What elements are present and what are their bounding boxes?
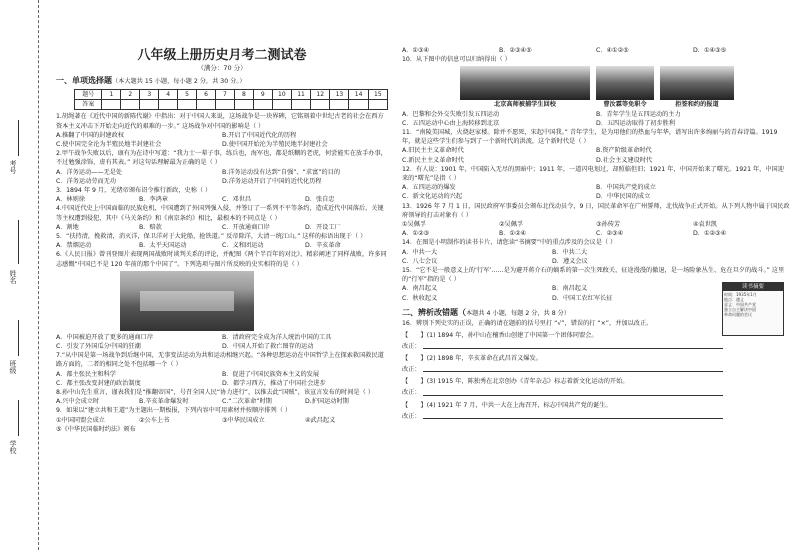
option-item[interactable]: A．洋务运动——无是处 [56, 168, 123, 176]
book-card-line: 时间：1935年1月 [724, 292, 757, 297]
score-header-cell: 3 [140, 90, 159, 100]
question-text: 14．在图是小明制作的读书卡片，请您读“书摘要”中的重点涉及的会议是（ ） [402, 239, 617, 247]
option-item[interactable]: B．赔款 [139, 223, 162, 231]
option-item[interactable]: B.开启了中国近代化的历程 [222, 131, 297, 139]
question-options [56, 131, 388, 149]
left-questions [56, 112, 388, 434]
option-item[interactable]: D．①④③⑤ [693, 47, 727, 54]
score-answer-cell[interactable] [234, 100, 253, 110]
question-options [402, 183, 790, 201]
q10-photo [596, 66, 654, 100]
score-answer-cell[interactable] [311, 100, 330, 110]
option-item[interactable]: C.新民主主义革命时代 [402, 156, 464, 164]
correction-statement: 【 】(1) 1894 年，孙中山在檀香山创建了中国第一个团体同盟会。 [402, 332, 598, 340]
option-item[interactable]: D．张自忠 [305, 196, 335, 204]
question-text: 2.甲午战争失败以后，康有为在诗中写道：“我力士一辈子事，练兵也，海军也，都是纸糊的老虎，何尝能实在放手办事，不过勉强涂饰，虚有其表。” 对这句话理解最为正确的是（ ） [56, 150, 387, 167]
correction-answer-line[interactable] [423, 363, 723, 372]
option-item[interactable]: A．①③④ [402, 47, 430, 54]
correction-statement: 【 】(2) 1898 年，辛亥革命在武昌首义爆发。 [402, 355, 542, 363]
correction-fix-row [402, 410, 790, 421]
score-answer-cell[interactable] [272, 100, 291, 110]
option-item[interactable]: D.社会主义建设时代 [596, 156, 653, 164]
option-item[interactable]: D．开设工厂 [305, 223, 341, 231]
option-item[interactable]: D．辛亥革命 [305, 242, 341, 250]
question-options [56, 397, 388, 406]
option-item[interactable]: C．都主张改变封建的政治制度 [56, 379, 141, 387]
option-item[interactable]: ①中国同盟会成立 [56, 416, 105, 424]
option-item[interactable]: D．中国工农红军长征 [552, 294, 613, 302]
score-header-cell: 8 [234, 90, 253, 100]
book-card-line: 革命问题的会议 [724, 312, 752, 317]
score-answer-cell[interactable] [253, 100, 272, 110]
answer-table [74, 89, 388, 110]
option-item[interactable]: B．②③④⑤ [499, 47, 532, 54]
option-item[interactable]: ③孙传芳 [596, 221, 621, 229]
score-header-cell: 12 [311, 90, 330, 100]
option-item[interactable]: A．都主张民主和科学 [56, 370, 116, 378]
question-text: 15．“它不是一般意义上的‘行军’……是为避开蒋介石的嫡系的第一次生死攸关、征途漫漫的撤退，是一场险象丛生、危在旦夕的战斗。” 这里的“行军”指的是（ ） [402, 267, 785, 284]
section1-note: （本大题共 15 小题，每小题 2 分，共 30 分。） [112, 78, 246, 85]
option-item[interactable]: A．中国被迫开放了更多的通商口岸 [56, 333, 154, 341]
option-item[interactable]: C．邓世昌 [222, 196, 252, 204]
xuexiao-line [18, 400, 19, 436]
option-item[interactable]: D．①②③④ [693, 230, 727, 238]
q6-photo [120, 271, 254, 331]
option-item[interactable]: A．①②③ [402, 230, 430, 238]
question-options [402, 284, 702, 302]
book-card-line: 意义：中国共产党 [724, 302, 756, 307]
score-header-cell: 2 [121, 90, 140, 100]
score-header-cell: 9 [253, 90, 272, 100]
q9-options [402, 46, 790, 55]
score-header-cell: 11 [291, 90, 310, 100]
option-item[interactable]: D.护国运动时期 [305, 398, 349, 406]
book-card-line: 地点：遵义 [724, 297, 744, 302]
correction-fix-row [402, 340, 790, 351]
score-header-cell: 7 [215, 90, 234, 100]
option-item[interactable]: C.“二次革命”时期 [222, 398, 272, 406]
section1-title: 一、单项选择题 [56, 76, 112, 85]
question-options [56, 168, 388, 186]
book-card [722, 282, 784, 336]
question-text: 9．如果以“建立共和王道”为主题出一期板报，下列内容中可用素材并按顺序排列（ ） [56, 407, 292, 415]
option-item[interactable]: ④袁世凯 [693, 221, 718, 229]
score-header-cell: 题号 [75, 90, 102, 100]
option-item[interactable]: B．促进了中国民族资本主义的发展 [222, 370, 320, 378]
question-options [56, 416, 388, 434]
option-item[interactable]: C．五四运动中心由上海转移到北京 [402, 119, 500, 127]
option-item[interactable]: B．李鸿章 [139, 196, 168, 204]
book-card-line: 独立自主解决中国 [724, 307, 756, 312]
score-answer-cell[interactable] [368, 100, 387, 110]
q10-caption: 曹汝霖等免职令 [603, 101, 647, 109]
option-item[interactable]: ④武昌起义 [305, 416, 336, 424]
option-item[interactable]: ③中华民国成立 [222, 416, 265, 424]
question-options [56, 333, 388, 351]
option-item[interactable]: B．中共二大 [552, 248, 588, 256]
correction-statement: 【 】(3) 1915 年，陈独秀在北京创办《青年杂志》标志着新文化运动的开始。 [402, 378, 629, 386]
correction-fix-label: 改正： [402, 366, 421, 374]
question-text: 13．1926 年 7 月 1 日，国民政府军事委员会颁布北伐动员令，9 日，国民革命军在广州誓师，北伐战争正式开始。从下列人物中属于国民政府领导的打击对象有（ ） [402, 202, 790, 219]
option-item[interactable]: C．义和团运动 [222, 242, 264, 250]
question-text: 12．有人说：1901 年，中国陷入无尽的黑暗中；1911 年，一道闪电划过，却照临但旧；1921 年，中国开始来了曙光。1921 年，中国迎来的“曙光”是指（ ） [402, 165, 784, 183]
correction-fix-row [402, 363, 790, 374]
correction-answer-line[interactable] [423, 410, 723, 419]
correction-item [402, 354, 790, 374]
question-text: 10．从下图中的信息可以归纳得出（ ） [402, 56, 511, 64]
correction-answer-line[interactable] [423, 387, 723, 396]
book-card-head: 读书摘要 [723, 283, 783, 291]
correction-answer-line[interactable] [423, 340, 723, 349]
score-header-cell: 4 [159, 90, 178, 100]
question-options [56, 241, 388, 250]
correction-fix-label: 改正： [402, 412, 421, 420]
question-options [402, 220, 790, 229]
question-options [56, 195, 388, 204]
option-item[interactable]: A．禁烟运动 [56, 242, 92, 250]
option-item[interactable]: D．都学习西方，推动了中国社会进步 [222, 379, 326, 387]
option-item[interactable]: C．洋务运动劳而无功 [56, 177, 117, 185]
xingming-line [18, 220, 19, 264]
score-answer-cell[interactable] [159, 100, 178, 110]
option-item[interactable]: C．八七会议 [402, 257, 438, 265]
question-options [402, 146, 790, 164]
option-item[interactable]: D.使中国开始沦为半殖民地半封建社会 [222, 141, 328, 149]
option-item[interactable]: A．林则徐 [56, 196, 85, 204]
question-options [402, 110, 790, 128]
score-header-cell: 10 [272, 90, 291, 100]
option-item[interactable]: A．南昌起义 [402, 285, 438, 293]
score-answer-cell[interactable] [215, 100, 234, 110]
q10-photos [460, 66, 790, 100]
section2-title: 二、辨析改错题 [402, 307, 458, 317]
option-item[interactable]: B.辛亥革命爆发时 [139, 398, 189, 406]
option-item[interactable]: C．秋收起义 [402, 294, 438, 302]
exam-title: 八年级上册历史月考二测试卷 [137, 48, 307, 63]
q10-caption: 拒签和约的报道 [675, 101, 719, 109]
option-item[interactable]: ⑤《中华民国临时约法》颁布 [56, 425, 136, 433]
option-item[interactable]: B．清政府完全成为洋人统治中国的工具 [222, 333, 332, 341]
banji-line [18, 320, 19, 356]
correction-fix-label: 改正： [402, 389, 421, 397]
score-header-cell: 13 [330, 90, 349, 100]
question-text: 5．“扶持清，挽救清，消灭洋，保卫洋对于大轮船，抢铁道。” 反帝除洋，大清一统江山。” 这样的标语出现于（ ） [56, 233, 367, 241]
score-header-cell: 1 [102, 90, 121, 100]
question-text: 6.《人民日报》曾刊登图片表现两国战败时谈判关系的评论，并配图《两个半百年的对比》，精彩阐述了同样战败，许多同志感慨“中国已不是 120 年前的那个中国了”。下列选项与图片所反映的史实相符的是（ ） [56, 251, 387, 268]
option-item[interactable]: A.旧民主主义革命时代 [402, 147, 464, 155]
score-answer-cell[interactable] [291, 100, 310, 110]
left-column [56, 0, 388, 434]
option-item[interactable]: C．引发了外国瓜分中国的狂潮 [56, 343, 141, 351]
option-item[interactable]: B.洋务运动没有达到“自强”、“求富”的目的 [222, 168, 341, 176]
score-header-cell: 6 [197, 90, 216, 100]
section2-heading: 二、辨析改错题（本题共 4 小题，每题 2 分，共 8 分） [402, 307, 571, 317]
correction-fix-label: 改正： [402, 343, 421, 351]
label-xingming: 姓名 [9, 270, 17, 284]
question-text: 3．1894 年 9 月，光绪帝颁布诏令推行新政，史称（ ） [56, 187, 212, 195]
option-item[interactable]: ②公车上书 [139, 416, 170, 424]
q10-caption: 北京高师被捕学生回校 [494, 101, 556, 109]
option-item[interactable]: B．中国共产党的成立 [596, 184, 656, 192]
question-text: 11．“南陵美国城，火烧赵家楼。除并不愿死，宋起中国我。” 青年学生，是为用他们的热血与年华，谱写出许多绚丽与的青春诗篇。1919 年，就是这些学生们参与到了一个新时代的洪流，这个新时代是（ ） [402, 129, 778, 146]
option-item[interactable]: D．遵义会议 [552, 257, 588, 265]
score-answer-cell[interactable] [178, 100, 197, 110]
book-card-lines [723, 291, 783, 318]
option-item[interactable]: B．南昌起义 [552, 285, 588, 293]
score-answer-cell[interactable] [349, 100, 368, 110]
s2-instruction: 16．辨别下列史实的正误，正确的请在题前的括号里打 “√”，错误的打 “×”，并加以改正。 [402, 319, 653, 327]
question-text: 7.“从中国是第一场战争到后继中国，无事变法运动为共和运动相继兴起。“各种思想运动在中国哲学上在探索救国救民道路方面的，二者的相同之处不包括哪一个（ ） [56, 352, 384, 369]
score-answer-cell[interactable] [197, 100, 216, 110]
correction-statement: 【 】(4) 1921 年 7 月，中共一大在上海召开，标志中国共产党的诞生。 [402, 401, 612, 409]
option-item[interactable]: D．中华民国的成立 [596, 193, 651, 201]
score-header-cell: 14 [349, 90, 368, 100]
option-item[interactable]: D.洋务运动开启了中国的近代化历程 [222, 177, 322, 185]
score-answer-cell[interactable] [102, 100, 121, 110]
score-header-cell: 5 [178, 90, 197, 100]
correction-fix-row [402, 387, 790, 398]
option-item[interactable]: C.使中国完全沦为半殖民地半封建社会 [56, 141, 162, 149]
binding-margin [0, 0, 52, 550]
q13-combo-options [402, 229, 790, 238]
option-item[interactable]: A.兴中会成立时 [56, 398, 100, 406]
cut-line [38, 0, 39, 550]
option-item[interactable]: A．巴黎和会外交失败引发五四运动 [402, 110, 500, 118]
q10-photo [460, 66, 590, 100]
right-column [402, 0, 790, 421]
option-item[interactable]: ②吴佩孚 [499, 221, 524, 229]
question-text: 1.胡绳著在《近代中国的新陈代谢》中指出：对于中国人来说，这场战争是一块界碑，它铭刻着中世纪古老的社会在西方资本主义冲击下开始走向近代的艰难的一步。” 这场战争对中国的影响是（ ） [56, 113, 384, 130]
option-item[interactable]: C．新文化运动的兴起 [402, 193, 463, 201]
option-item[interactable]: ①吴佩孚 [402, 221, 427, 229]
label-xuexiao: 学校 [9, 440, 17, 454]
correction-item [402, 401, 790, 421]
score-answer-cell[interactable] [140, 100, 159, 110]
option-item[interactable]: A．五四运动的爆发 [402, 184, 456, 192]
option-item[interactable]: C．②③④ [596, 230, 624, 238]
section2-note: 本题共 4 小题，每题 2 分，共 8 分） [466, 309, 571, 317]
right-questions [402, 55, 790, 303]
question-text: 4.中国近代史上中国面临的民族危机，中国遭到了外国列强入侵，并签订了一系列不平等条约，造成近代中国落后，关键等主权遭到侵犯，其中《马关条约》和《南京条约》相比，最根本的不同点是（ ） [56, 205, 384, 222]
question-text: 8.孙中山先生重言，谨表我们是“推翻帝国”，号召全国人民“协力进行”，以推去此“国贼”，该宣言发布的时间是（ ） [56, 389, 374, 397]
option-item[interactable]: A．中共一大 [402, 248, 438, 256]
score-answer-cell[interactable] [121, 100, 140, 110]
correction-item [402, 377, 790, 397]
s2-items [402, 331, 790, 421]
option-item[interactable]: D．中国人开始了救亡图存的运动 [222, 343, 314, 351]
question-options [56, 223, 388, 232]
score-header-cell: 15 [368, 90, 387, 100]
option-item[interactable]: A.推翻了中国的封建政权 [56, 131, 124, 139]
question-options [56, 370, 388, 388]
label-banji: 班级 [9, 360, 17, 374]
q10-captions [460, 100, 790, 109]
score-answer-label: 答案 [75, 100, 102, 110]
kaohao-line [18, 120, 19, 156]
option-item[interactable]: A．割地 [56, 223, 79, 231]
section1-heading [56, 75, 388, 87]
score-answer-cell[interactable] [330, 100, 349, 110]
option-item[interactable]: C．开放通商口岸 [222, 223, 270, 231]
option-item[interactable]: D．五四运动取得了初步胜利 [596, 119, 676, 127]
exam-subtitle: （满分：70 分） [197, 64, 247, 72]
question-options [402, 248, 702, 266]
q10-photo [660, 66, 734, 100]
option-item[interactable]: B．青年学生是五四运动的主力 [596, 110, 681, 118]
option-item[interactable]: B.资产阶级革命时代 [596, 147, 652, 155]
option-item[interactable]: B．太平天国运动 [139, 242, 187, 250]
option-item[interactable]: B．①②④ [499, 230, 527, 238]
option-item[interactable]: C．④①②⑤ [596, 47, 629, 54]
label-kaohao: 考号 [9, 160, 17, 174]
